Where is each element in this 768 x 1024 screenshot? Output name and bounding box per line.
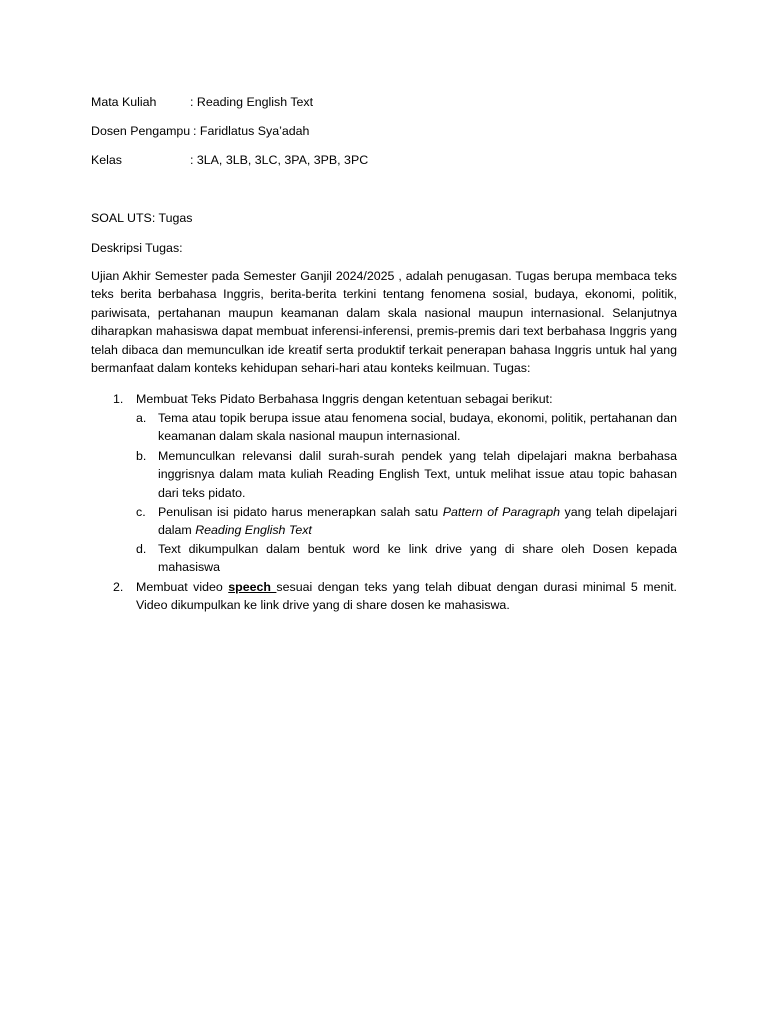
- task-1d-marker: d.: [136, 542, 147, 556]
- course-value: : Reading English Text: [190, 95, 314, 109]
- lecturer-row: [91, 122, 691, 140]
- task-1a-marker: a.: [136, 411, 147, 425]
- lecturer-label: Dosen Pengampu: [91, 124, 191, 138]
- exam-title: SOAL UTS: Tugas: [91, 211, 193, 225]
- task-2-text: [136, 578, 677, 615]
- task-2-text-before: Membuat video: [136, 580, 229, 594]
- task-1d-text: Text dikumpulkan dalam bentuk word ke link drive yang di share oleh Dosen kepada mahasiswa: [158, 542, 677, 575]
- task-1c-italic-pattern: Pattern of Paragraph: [442, 505, 560, 519]
- class-label: Kelas: [91, 153, 122, 167]
- task-1a-text: Tema atau topik berupa issue atau fenomena social, budaya, ekonomi, politik, pertahanan dan keamanan dalam skala nasional maupun internasional.: [158, 411, 677, 444]
- task-1c-marker: c.: [136, 505, 146, 519]
- class-row: [91, 151, 691, 169]
- task-2-text-after: sesuai dengan teks yang telah dibuat dengan durasi minimal 5 menit. Video dikumpulkan ke link drive yang di share dosen ke mahasiswa.: [136, 580, 677, 613]
- task-1-marker: 1.: [113, 392, 124, 406]
- lecturer-value: : Faridlatus Sya’adah: [193, 124, 310, 138]
- course-label: Mata Kuliah: [91, 95, 157, 109]
- intro-paragraph: Ujian Akhir Semester pada Semester Ganjil 2024/2025 , adalah penugasan. Tugas berupa membaca teks teks berita berbahasa Inggris, berita-berita terkini tentang fenomena sosial, budaya, ekonomi, politik, pariwisata, pertahanan maupun keamanan dalam skala nasional maupun internasional. Selanjutnya diharapkan mahasiswa dapat membuat inferensi-inferensi, premis-premis dari text berbahasa Inggris yang telah dibaca dan memunculkan ide kreatif serta produktif terkait penerapan bahasa Inggris untuk hal yang bermanfaat dalam konteks kehidupan sehari-hari atau konteks keilmuan. Tugas:: [91, 269, 677, 376]
- task-1c-italic-course: Reading English Text: [195, 523, 312, 538]
- task-1c-text-before: Penulisan isi pidato harus menerapkan salah satu: [158, 505, 443, 519]
- task-1c-text-middle: yang telah dipelajari dalam: [158, 505, 677, 538]
- course-row: [91, 93, 691, 111]
- class-value: : 3LA, 3LB, 3LC, 3PA, 3PB, 3PC: [190, 153, 369, 167]
- description-heading: Deskripsi Tugas:: [91, 241, 183, 255]
- task-2-emphasis-speech: speech: [228, 580, 277, 594]
- task-2-marker: 2.: [113, 580, 124, 594]
- task-1b-text: Memunculkan relevansi dalil surah-surah pendek yang telah dipelajari makna berbahasa inggrisnya dalam mata kuliah Reading English Text, untuk melihat issue atau topic bahasan dari teks pidato.: [158, 449, 677, 500]
- task-1b-marker: b.: [136, 449, 147, 463]
- task-1-text: Membuat Teks Pidato Berbahasa Inggris dengan ketentuan sebagai berikut:: [136, 392, 553, 406]
- task-1c-text: [158, 503, 677, 540]
